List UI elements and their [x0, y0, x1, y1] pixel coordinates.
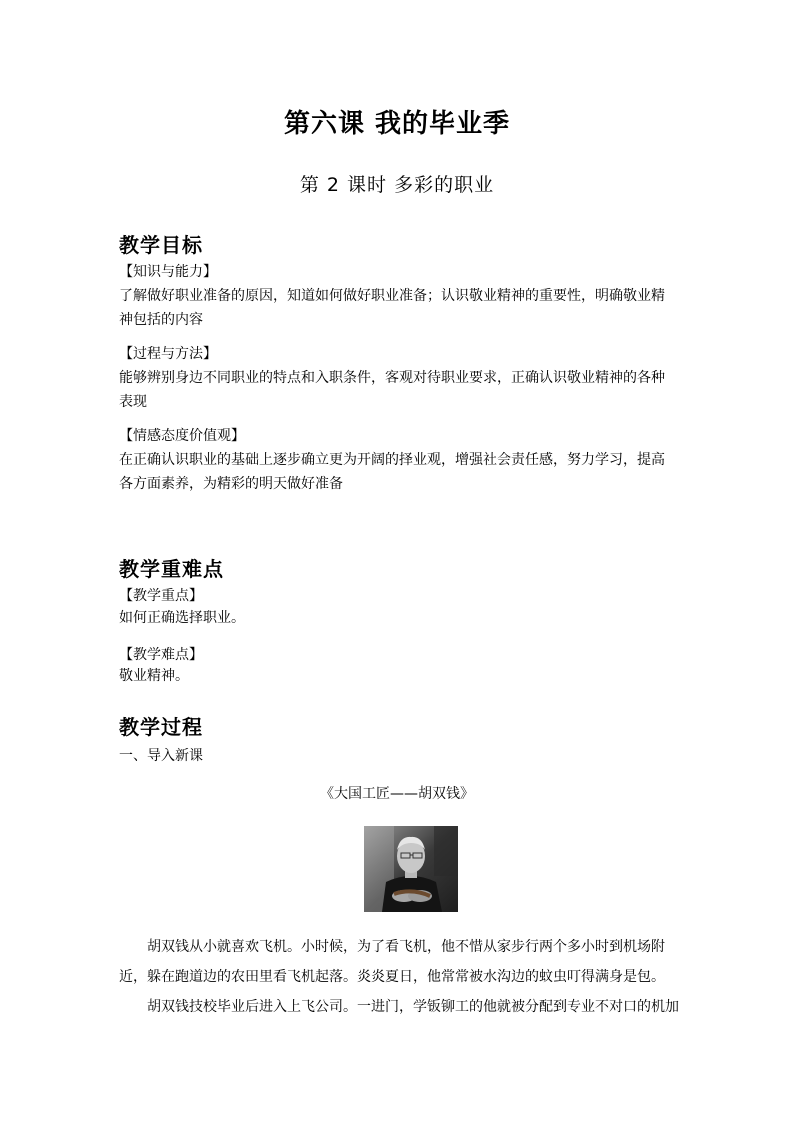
lesson-subtitle: 第 2 课时 多彩的职业 [299, 174, 495, 196]
difficulty-text: 敬业精神。 [119, 668, 189, 684]
step-intro-label: 一、导入新课 [119, 748, 203, 764]
emotion-values-text: 在正确认识职业的基础上逐步确立更为开阔的择业观，增强社会责任感，努力学习，提高各方面素养，为精彩的明天做好准备 [119, 452, 665, 492]
emotion-values-label: 【情感态度价值观】 [119, 428, 245, 444]
process-method-text: 能够辨别身边不同职业的特点和入职条件，客观对待职业要求，正确认识敬业精神的各种表现 [119, 370, 665, 410]
focus-text: 如何正确选择职业。 [119, 610, 245, 626]
lesson-title: 第六课 我的毕业季 [283, 109, 511, 139]
knowledge-text: 了解做好职业准备的原因，知道如何做好职业准备；认识敬业精神的重要性，明确敬业精神包括的内容 [119, 288, 665, 328]
knowledge-label: 【知识与能力】 [119, 264, 217, 280]
objectives-heading: 教学目标 [119, 233, 203, 257]
story-paragraph-1: 胡双钱从小就喜欢飞机。小时候，为了看飞机，他不惜从家步行两个多小时到机场附近，躲在跑道边的农田里看飞机起落。炎炎夏日，他常常被水沟边的蚊虫叮得满身是包。 [119, 939, 665, 985]
craftsman-photo [364, 826, 458, 912]
story-paragraph-2: 胡双钱技校毕业后进入上飞公司。一进门，学钣铆工的他就被分配到专业不对口的机加 [147, 999, 679, 1015]
process-method-label: 【过程与方法】 [119, 346, 217, 362]
difficulty-label: 【教学难点】 [119, 647, 203, 663]
focus-label: 【教学重点】 [119, 588, 203, 604]
video-caption: 《大国工匠——胡双钱》 [320, 786, 474, 802]
teaching-process-heading: 教学过程 [119, 715, 203, 739]
key-points-heading: 教学重难点 [119, 557, 224, 581]
